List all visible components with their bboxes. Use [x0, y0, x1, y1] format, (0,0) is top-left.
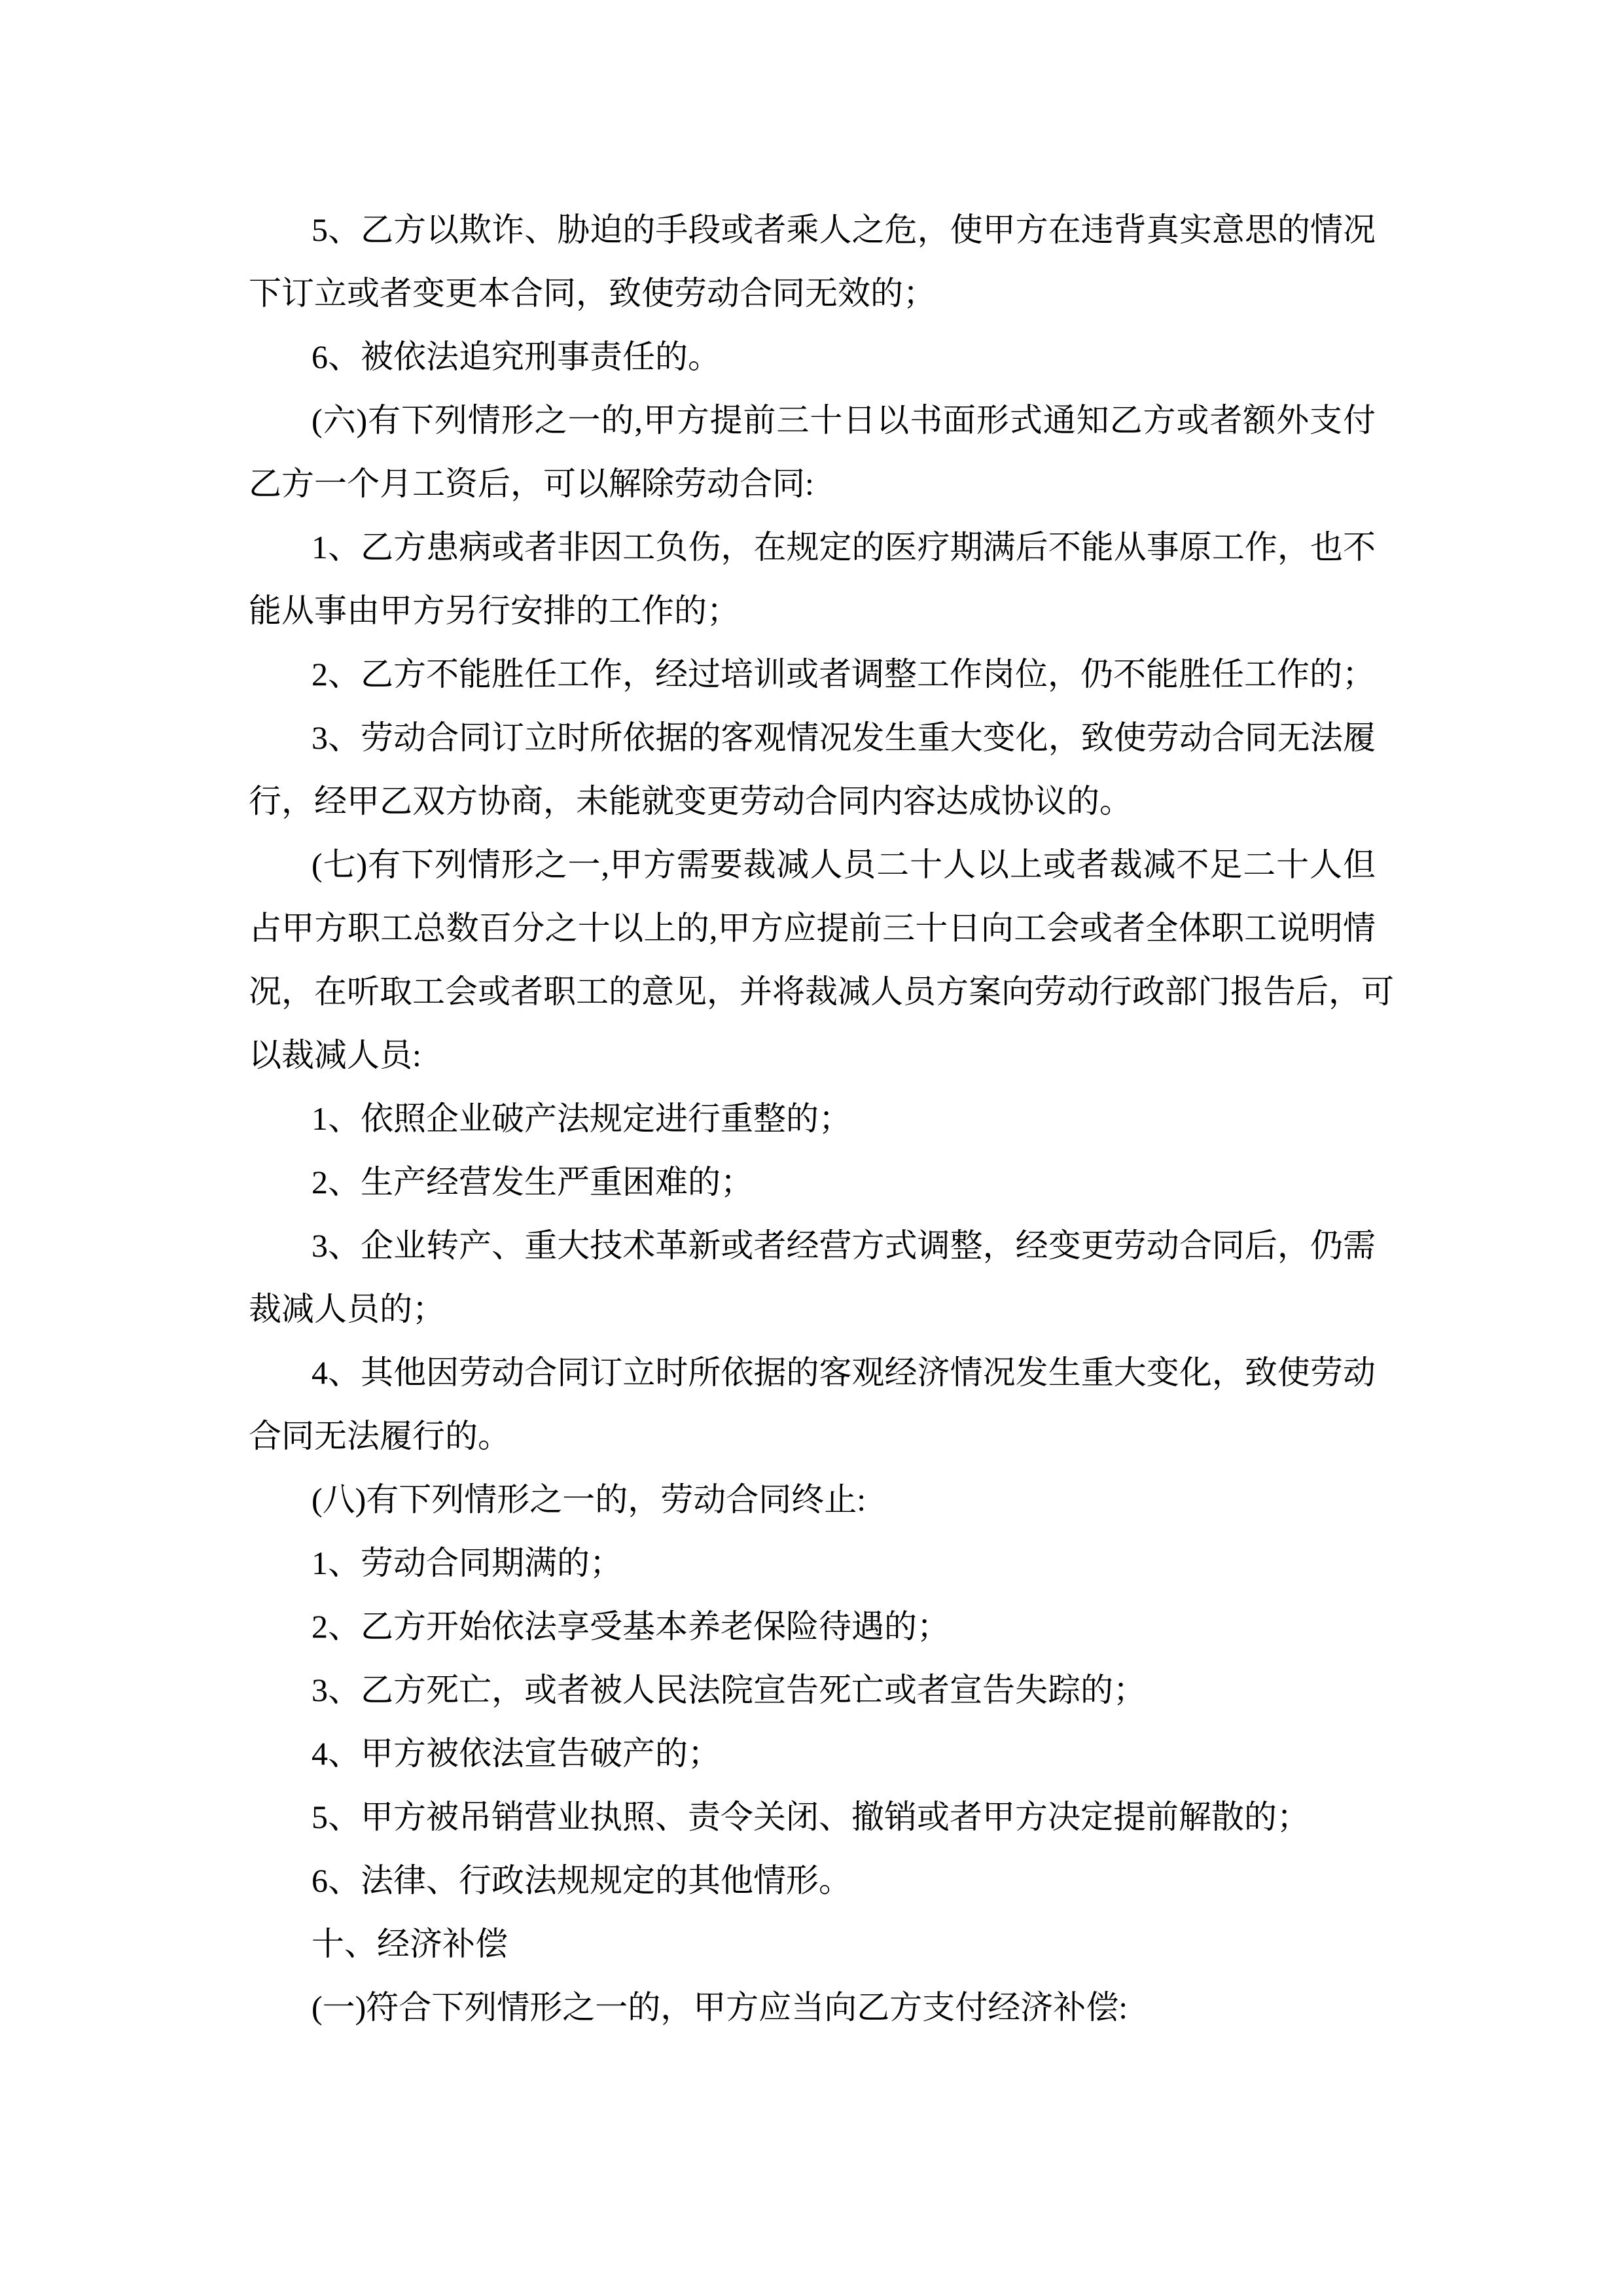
text-line: 4、其他因劳动合同订立时所依据的客观经济情况发生重大变化，致使劳动	[312, 1354, 1376, 1391]
text-line: 3、劳动合同订立时所依据的客观情况发生重大变化，致使劳动合同无法履	[312, 719, 1376, 756]
text-line: 3、企业转产、重大技术革新或者经营方式调整，经变更劳动合同后，仍需	[312, 1227, 1376, 1264]
text-line: 5、甲方被吊销营业执照、责令关闭、撤销或者甲方决定提前解散的；	[312, 1799, 1310, 1835]
text-line: 6、法律、行政法规规定的其他情形。	[312, 1862, 851, 1899]
text-line: 3、乙方死亡，或者被人民法院宣告死亡或者宣告失踪的；	[312, 1672, 1146, 1708]
text-line: 2、乙方不能胜任工作，经过培训或者调整工作岗位，仍不能胜任工作的；	[312, 656, 1375, 692]
text-line: 5、乙方以欺诈、胁迫的手段或者乘人之危，使甲方在违背真实意思的情况	[312, 211, 1376, 248]
text-line: 6、被依法追究刑事责任的。	[312, 338, 721, 375]
text-line: 十、经济补偿	[312, 1926, 508, 1962]
text-line: 合同无法履行的。	[249, 1418, 510, 1454]
text-line: (六)有下列情形之一的,甲方提前三十日以书面形式通知乙方或者额外支付	[312, 402, 1376, 439]
contract-text-block	[249, 198, 1394, 2039]
text-line: 以裁减人员:	[249, 1037, 421, 1073]
text-line: (八)有下列情形之一的，劳动合同终止:	[312, 1481, 866, 1518]
text-line: 下订立或者变更本合同，致使劳动合同无效的；	[249, 275, 936, 312]
text-line: 占甲方职工总数百分之十以上的,甲方应提前三十日向工会或者全体职工说明情	[249, 910, 1376, 946]
text-line: (一)符合下列情形之一的，甲方应当向乙方支付经济补偿:	[312, 1989, 1128, 2026]
text-line: 2、乙方开始依法享受基本养老保险待遇的；	[312, 1608, 950, 1645]
text-line: (七)有下列情形之一,甲方需要裁减人员二十人以上或者裁减不足二十人但	[312, 846, 1376, 883]
text-line: 4、甲方被依法宣告破产的；	[312, 1735, 721, 1772]
text-line: 2、生产经营发生严重困难的；	[312, 1164, 753, 1200]
text-line: 行，经甲乙双方协商，未能就变更劳动合同内容达成协议的。	[249, 783, 1132, 819]
text-line: 1、依照企业破产法规定进行重整的；	[312, 1100, 851, 1137]
text-line: 乙方一个月工资后，可以解除劳动合同:	[249, 465, 814, 502]
text-line: 裁减人员的；	[249, 1291, 445, 1327]
text-line: 1、劳动合同期满的；	[312, 1545, 622, 1581]
text-line: 1、乙方患病或者非因工负伤，在规定的医疗期满后不能从事原工作，也不	[312, 529, 1376, 565]
text-line: 能从事由甲方另行安排的工作的；	[249, 592, 740, 629]
text-line: 况，在听取工会或者职工的意见，并将裁减人员方案向劳动行政部门报告后，可	[249, 973, 1394, 1010]
